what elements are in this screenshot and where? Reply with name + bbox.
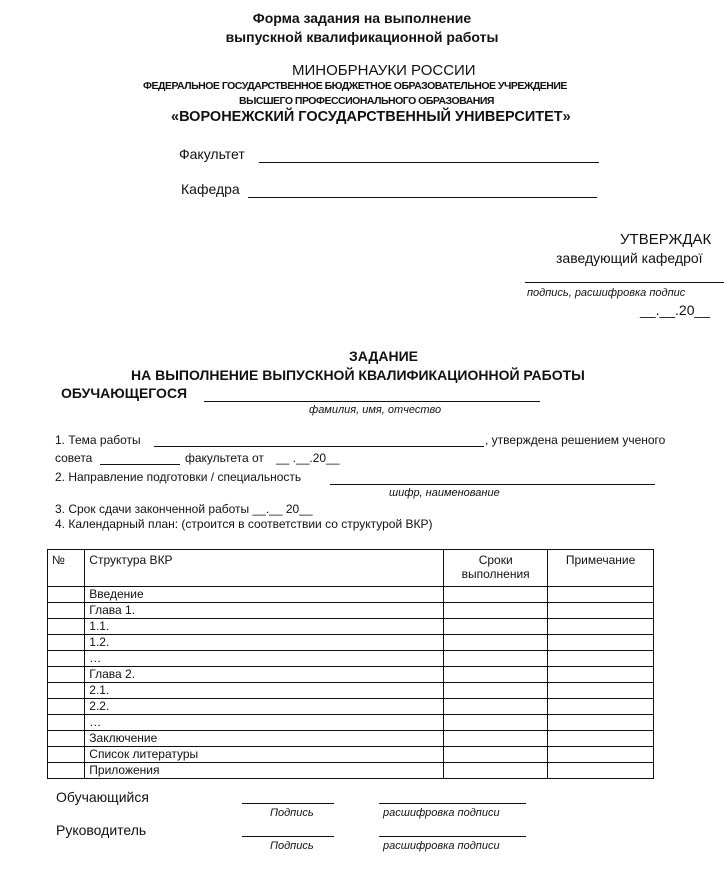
department-line[interactable]	[248, 197, 597, 198]
table-cell: Глава 2.	[85, 667, 444, 683]
table-row	[48, 651, 654, 667]
form-title-line1: Форма задания на выполнение	[252, 10, 472, 26]
department-label: Кафедра	[181, 181, 240, 197]
faculty-from-label: факультета от	[185, 451, 264, 465]
student-decode-hint: расшифровка подписи	[383, 807, 500, 819]
table-row	[48, 667, 654, 683]
col-deadline-header: Сроки выполнения	[444, 550, 548, 587]
table-header-row	[48, 550, 654, 587]
table-cell: Заключение	[85, 731, 444, 747]
calendar-plan-table	[47, 549, 654, 779]
direction-line[interactable]	[330, 484, 655, 485]
table-cell: 1.1.	[85, 619, 444, 635]
supervisor-signature-label: Руководитель	[56, 822, 147, 838]
assignment-title: ЗАДАНИЕ	[349, 348, 418, 364]
approval-title: УТВЕРЖДАК	[620, 231, 712, 248]
col-structure-header: Структура ВКР	[85, 550, 444, 587]
student-signature-label: Обучающийся	[56, 789, 149, 805]
table-row	[48, 715, 654, 731]
table-row	[48, 587, 654, 603]
supervisor-sign-hint: Подпись	[270, 840, 314, 852]
topic-label: 1. Тема работы	[55, 433, 141, 447]
table-row	[48, 635, 654, 651]
supervisor-signature-line[interactable]	[242, 836, 334, 837]
student-sign-hint: Подпись	[270, 807, 314, 819]
assignment-subtitle: НА ВЫПОЛНЕНИЕ ВЫПУСКНОЙ КВАЛИФИКАЦИОННОЙ РАБОТЫ	[131, 367, 585, 383]
approval-signature-line[interactable]	[525, 282, 724, 283]
deadline-item: 3. Срок сдачи законченной работы __.__ 20__	[55, 502, 313, 516]
council-label: совета	[55, 451, 93, 465]
table-cell: 1.2.	[85, 635, 444, 651]
approval-signature-hint: подпись, расшифровка подпис	[527, 287, 686, 299]
council-date: __ .__.20__	[276, 451, 340, 465]
table-cell: 2.1.	[85, 683, 444, 699]
table-cell: Глава 1.	[85, 603, 444, 619]
institution-type-line1: ФЕДЕРАЛЬНОЕ ГОСУДАРСТВЕННОЕ БЮДЖЕТНОЕ ОБРАЗОВАТЕЛЬНОЕ УЧРЕЖДЕНИЕ	[143, 80, 567, 92]
plan-item: 4. Календарный план: (строится в соответствии со структурой ВКР)	[55, 517, 433, 531]
table-cell: Введение	[85, 587, 444, 603]
student-label: ОБУЧАЮЩЕГОСЯ	[61, 385, 188, 401]
institution-type-line2: ВЫСШЕГО ПРОФЕССИОНАЛЬНОГО ОБРАЗОВАНИЯ	[239, 95, 494, 107]
topic-line[interactable]	[154, 446, 484, 447]
table-row	[48, 699, 654, 715]
table-row	[48, 603, 654, 619]
table-row	[48, 683, 654, 699]
col-note-header: Примечание	[548, 550, 654, 587]
faculty-line[interactable]	[259, 162, 599, 163]
student-name-line[interactable]	[204, 401, 540, 402]
table-row	[48, 763, 654, 779]
table-cell: 2.2.	[85, 699, 444, 715]
table-row	[48, 731, 654, 747]
supervisor-decode-line[interactable]	[379, 836, 526, 837]
council-line[interactable]	[100, 464, 180, 465]
col-number-header: №	[48, 550, 85, 587]
direction-label: 2. Направление подготовки / специальность	[55, 470, 302, 484]
university-name: «ВОРОНЕЖСКИЙ ГОСУДАРСТВЕННЫЙ УНИВЕРСИТЕТ»	[171, 109, 571, 125]
student-signature-line[interactable]	[242, 803, 334, 804]
table-cell: Список литературы	[85, 747, 444, 763]
direction-hint: шифр, наименование	[389, 487, 500, 499]
supervisor-decode-hint: расшифровка подписи	[383, 840, 500, 852]
form-title-line2: выпускной квалификационной работы	[225, 29, 499, 45]
ministry-name: МИНОБРНАУКИ РОССИИ	[292, 62, 476, 79]
faculty-label: Факультет	[179, 146, 245, 162]
table-cell: …	[85, 651, 444, 667]
table-cell: …	[85, 715, 444, 731]
table-row	[48, 619, 654, 635]
approval-role: заведующий кафедрої	[556, 250, 703, 266]
topic-suffix: , утверждена решением ученого	[485, 433, 666, 447]
table-cell: Приложения	[85, 763, 444, 779]
approval-date: __.__.20__	[640, 302, 711, 318]
student-decode-line[interactable]	[379, 803, 526, 804]
table-row	[48, 747, 654, 763]
student-name-hint: фамилия, имя, отчество	[309, 404, 442, 416]
